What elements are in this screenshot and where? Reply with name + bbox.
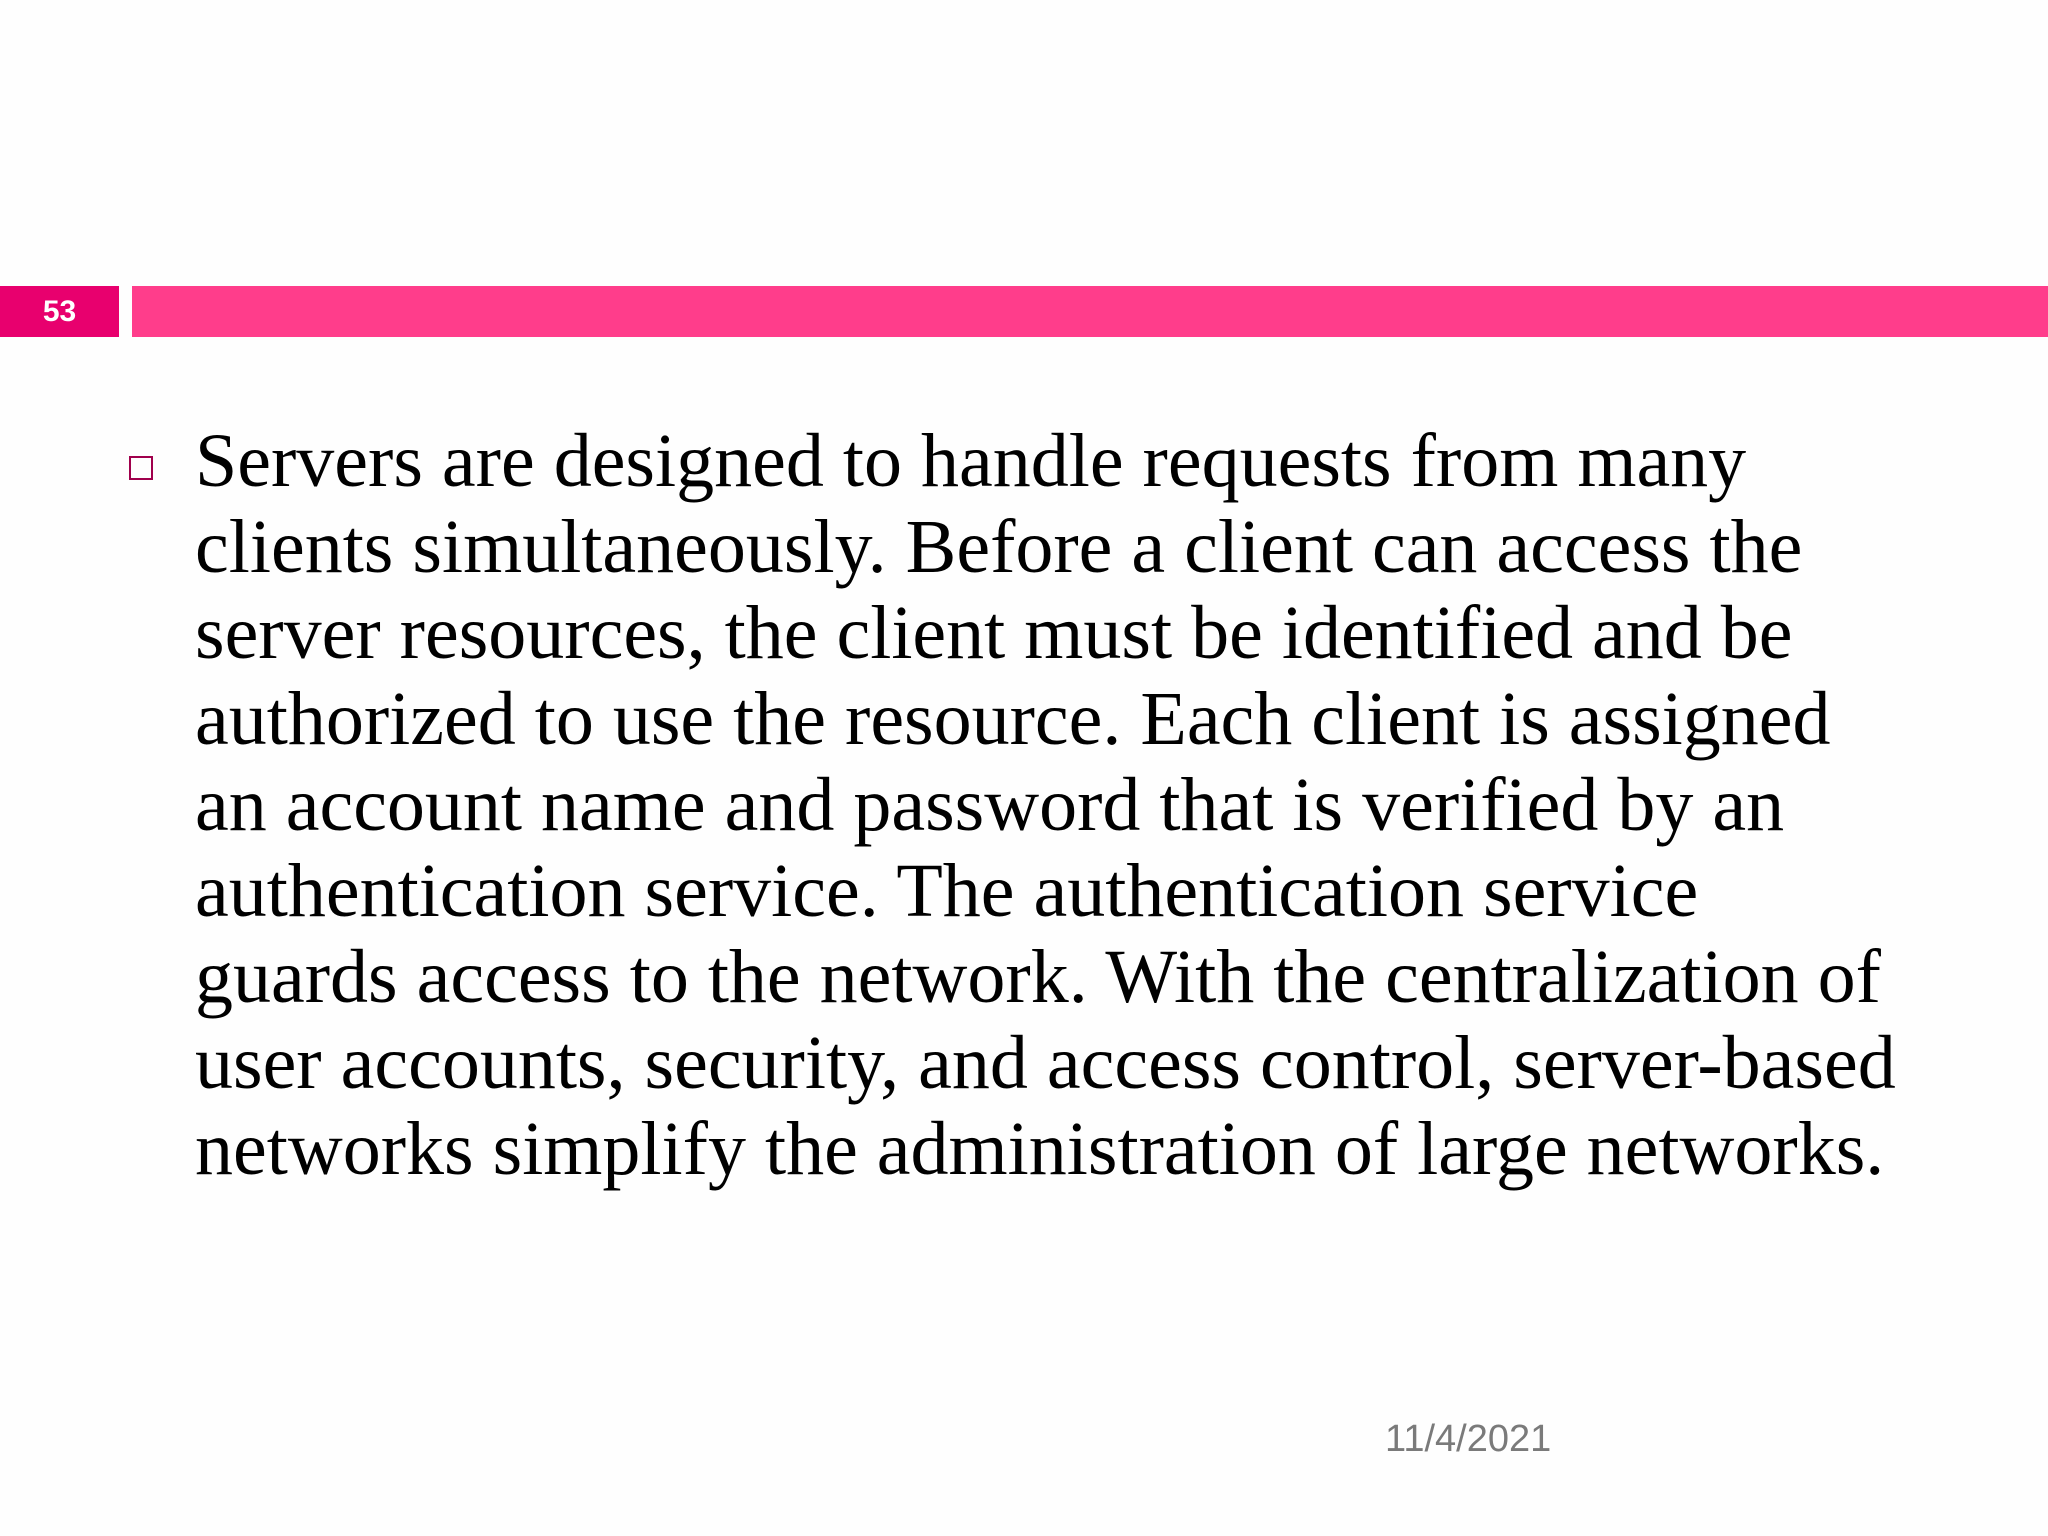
hollow-square-bullet-icon: [129, 456, 153, 480]
header-bar: [132, 286, 2048, 337]
slide-number: 53: [0, 286, 119, 337]
bullet-text: Servers are designed to handle requests from many clients simultaneously. Before a client can access the server resources, the client must be identified and be authorized to use the resource. Each client is assigned an account name and password that is verified by an authentication service. The authentication service guards access to the network. With the centralization of user accounts, security, and access control, server-based networks simplify the administration of large networks.: [195, 419, 1896, 1191]
slide-date: 11/4/2021: [1385, 1418, 1552, 1460]
